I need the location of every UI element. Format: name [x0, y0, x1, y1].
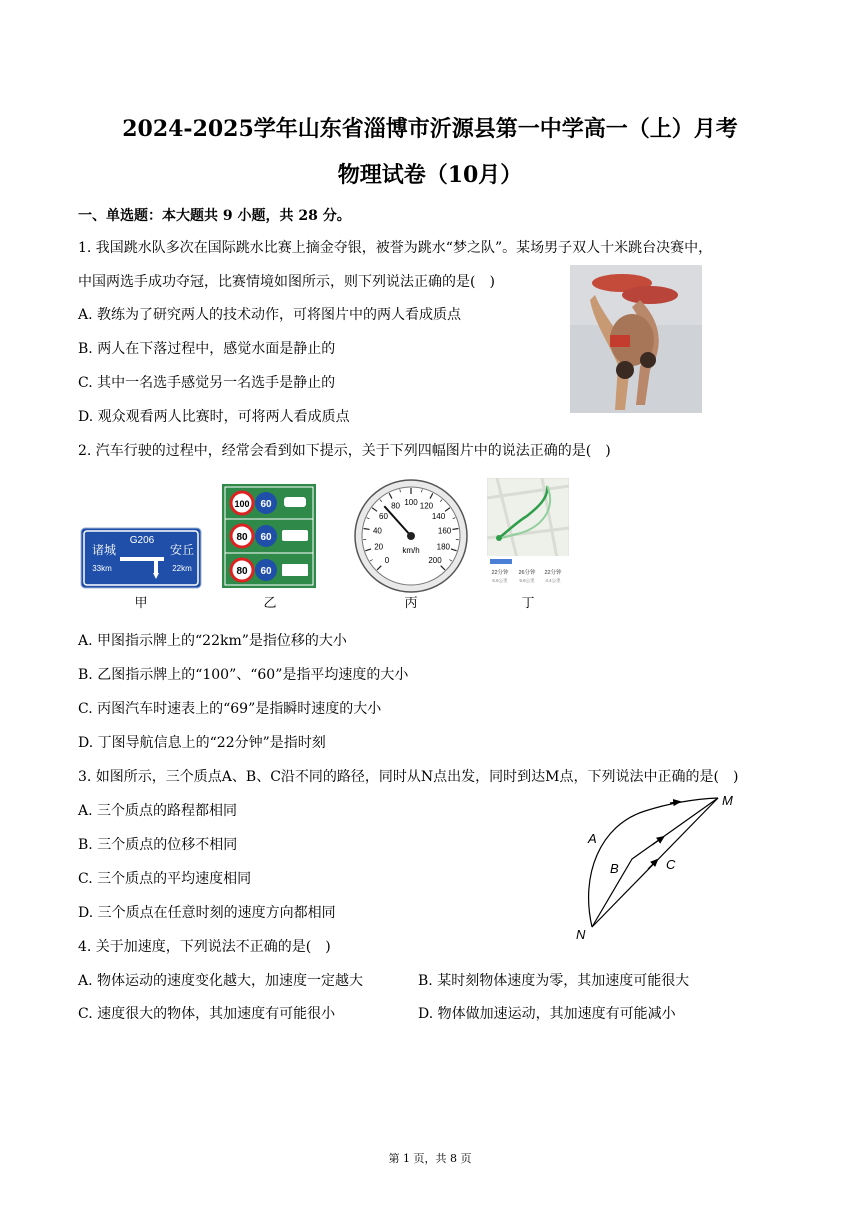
- label-a: A: [588, 831, 597, 846]
- min-speed-value: 60: [260, 566, 272, 577]
- bus-icon: [282, 530, 308, 541]
- label-m: M: [722, 793, 733, 808]
- caption-bing: 丙: [404, 596, 418, 611]
- nav-dist-2: 9.6公里: [519, 578, 535, 583]
- speedometer-tick-label: 140: [431, 512, 446, 522]
- min-speed-value: 60: [260, 499, 272, 510]
- nav-time-3: 22分钟: [544, 570, 562, 576]
- speedometer-tick-label: 40: [372, 526, 382, 536]
- q2-stem: 2. 汽车行驶的过程中，经常会看到如下提示，关于下列四幅图片中的说法正确的是( ): [78, 443, 611, 459]
- caption-yi: 乙: [263, 596, 277, 611]
- q4-option-b: B. 某时刻物体速度为零，其加速度可能很大: [418, 973, 690, 989]
- q1-stem-line-1: 1. 我国跳水队多次在国际跳水比赛上摘金夺银，被誉为跳水“梦之队”。某场男子双人十米跳台决赛中，: [78, 240, 713, 256]
- speedometer-tick-label: 100: [404, 498, 418, 507]
- q2-option-b: B. 乙图指示牌上的“100”、“60”是指平均速度的大小: [78, 667, 409, 683]
- title-line-1: 2024-2025学年山东省淄博市沂源县第一中学高一（上）月考: [122, 116, 738, 142]
- max-speed-value: 80: [236, 532, 248, 543]
- page-footer: 第 1 页，共 8 页: [388, 1152, 472, 1165]
- q1-option-a: A. 教练为了研究两人的技术动作，可将图片中的两人看成质点: [78, 307, 462, 323]
- diving-photo: [570, 265, 702, 413]
- q2-option-d: D. 丁图导航信息上的“22分钟”是指时刻: [78, 735, 326, 751]
- q2-option-a: A. 甲图指示牌上的“22km”是指位移的大小: [78, 633, 347, 649]
- q3-option-a: A. 三个质点的路程都相同: [78, 803, 238, 819]
- q4-stem: 4. 关于加速度，下列说法不正确的是( ): [78, 939, 331, 955]
- car-icon: [284, 497, 306, 507]
- path-diagram: [570, 785, 745, 945]
- nav-time-2: 26分钟: [518, 570, 536, 576]
- speedometer-tick-label: 80: [391, 501, 401, 511]
- max-speed-value: 80: [236, 566, 248, 577]
- max-speed-value: 100: [234, 499, 250, 509]
- caption-ding: 丁: [521, 596, 535, 611]
- truck-icon: [282, 564, 308, 576]
- nav-dist-1: 6.6公里: [492, 578, 508, 583]
- min-speed-value: 60: [260, 532, 272, 543]
- q1-option-c: C. 其中一名选手感觉另一名选手是静止的: [78, 375, 336, 391]
- q1-stem-line-2: 中国两选手成功夺冠，比赛情境如图所示，则下列说法正确的是( ): [78, 274, 495, 290]
- speed-limit-sign: [222, 484, 316, 588]
- q4-option-a: A. 物体运动的速度变化越大，加速度一定越大: [78, 973, 364, 989]
- nav-time-1: 22分钟: [491, 570, 509, 576]
- sign-left-distance: 33km: [92, 564, 112, 573]
- speedometer-tick-label: 60: [379, 512, 388, 522]
- speedometer-tick-label: 180: [436, 542, 451, 552]
- q3-option-d: D. 三个质点在任意时刻的速度方向都相同: [78, 905, 336, 921]
- label-b: B: [610, 861, 619, 876]
- nav-dist-3: 4.4公里: [545, 578, 561, 583]
- speedometer-tick-label: 200: [428, 556, 442, 566]
- caption-jia: 甲: [134, 596, 148, 611]
- q4-option-d: D. 物体做加速运动，其加速度有可能减小: [418, 1006, 676, 1022]
- q3-option-c: C. 三个质点的平均速度相同: [78, 871, 252, 887]
- sign-right-city: 安丘: [169, 543, 195, 557]
- q3-stem: 3. 如图所示，三个质点A、B、C沿不同的路径，同时从N点出发，同时到达M点，下列说法中正确的是( ): [78, 769, 739, 785]
- q2-option-c: C. 丙图汽车时速表上的“69”是指瞬时速度的大小: [78, 701, 382, 717]
- speedometer-tick-label: 0: [384, 556, 390, 566]
- speedometer-tick-label: 20: [374, 542, 384, 552]
- label-n: N: [576, 927, 586, 942]
- speedometer-tick-label: 120: [419, 501, 434, 511]
- sign-right-distance: 22km: [172, 564, 192, 573]
- speedometer-unit: km/h: [402, 546, 420, 555]
- sign-road-number: G206: [129, 535, 155, 546]
- q4-option-c: C. 速度很大的物体，其加速度有可能很小: [78, 1006, 336, 1022]
- label-c: C: [666, 857, 676, 872]
- title-line-2: 物理试卷（10月）: [337, 162, 523, 188]
- navigation-map: [487, 478, 569, 590]
- q1-option-b: B. 两人在下落过程中，感觉水面是静止的: [78, 341, 336, 357]
- speedometer: [353, 478, 469, 594]
- q1-option-d: D. 观众观看两人比赛时，可将两人看成质点: [78, 409, 350, 425]
- sign-left-city: 诸城: [91, 543, 117, 557]
- speedometer-tick-label: 160: [437, 526, 452, 536]
- q3-option-b: B. 三个质点的位移不相同: [78, 837, 238, 853]
- direction-sign: [80, 527, 202, 589]
- section-heading: 一、单选题：本大题共 9 小题，共 28 分。: [78, 208, 351, 224]
